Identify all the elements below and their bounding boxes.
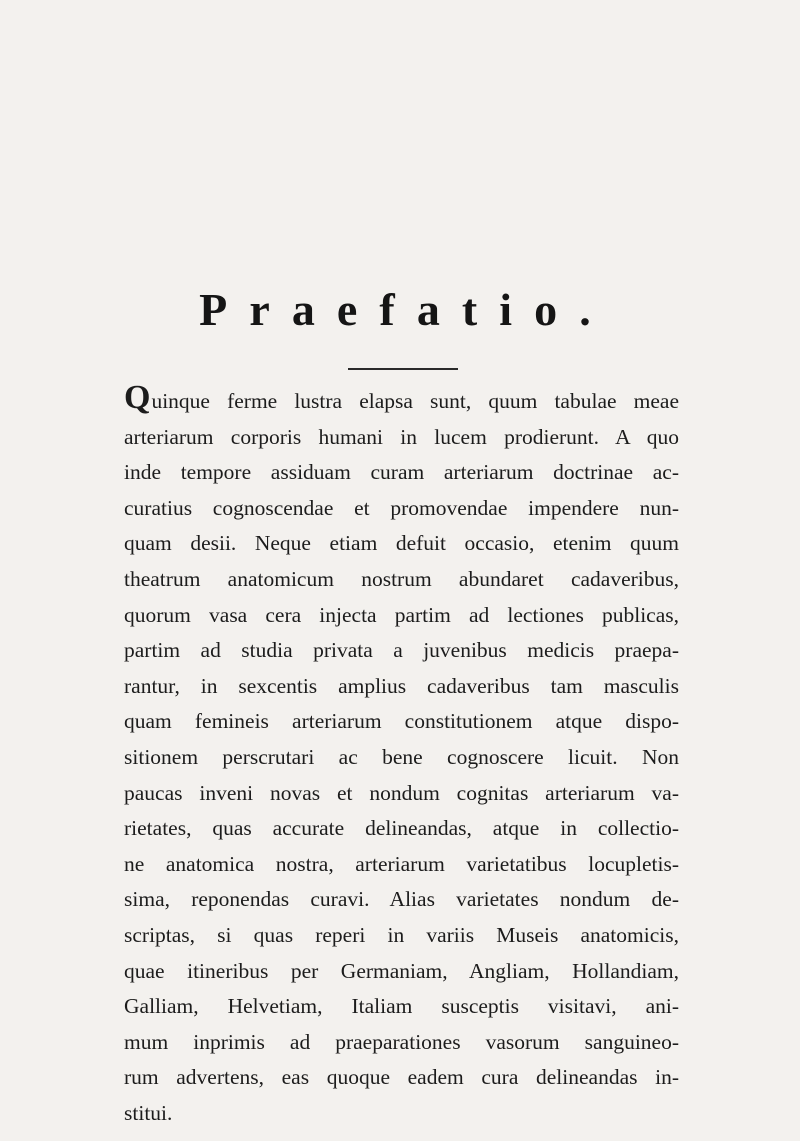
text-line: arteriarum corporis humani in lucem prodierunt. A quo bbox=[124, 424, 679, 449]
text-line: inde tempore assiduam curam arteriarum doctrinae ac- bbox=[124, 460, 679, 485]
text-line: Quinque ferme lustra elapsa sunt, quum tabulae meae bbox=[124, 379, 679, 416]
text-line: sima, reponendas curavi. Alias varietates nondum de- bbox=[124, 887, 679, 912]
text-line: quam desii. Neque etiam defuit occasio, etenim quum bbox=[124, 531, 679, 556]
text-line: scriptas, si quas reperi in variis Museis anatomicis, bbox=[124, 922, 679, 947]
text-line: rantur, in sexcentis amplius cadaveribus tam masculis bbox=[124, 673, 679, 698]
drop-cap: Q bbox=[124, 379, 151, 416]
text-line: Galliam, Helvetiam, Italiam susceptis visitavi, ani- bbox=[124, 994, 679, 1019]
text-line: quorum vasa cera injecta partim ad lectiones publicas, bbox=[124, 602, 679, 627]
text-line: rum advertens, eas quoque eadem cura delineandas in- bbox=[124, 1065, 679, 1090]
text-line: rietates, quas accurate delineandas, atque in collectio- bbox=[124, 816, 679, 841]
text-line: ne anatomica nostra, arteriarum varietatibus locupletis- bbox=[124, 851, 679, 876]
text-line: paucas inveni novas et nondum cognitas arteriarum va- bbox=[124, 780, 679, 805]
text-line: partim ad studia privata a juvenibus medicis praepa- bbox=[124, 638, 679, 663]
title-divider bbox=[348, 368, 458, 370]
text-line: mum inprimis ad praeparationes vasorum sanguineo- bbox=[124, 1029, 679, 1054]
text-line: quae itineribus per Germaniam, Angliam, Hollandiam, bbox=[124, 958, 679, 983]
text-line: stitui. bbox=[124, 1100, 173, 1125]
text-line: curatius cognoscendae et promovendae impendere nun- bbox=[124, 495, 679, 520]
preface-text bbox=[124, 379, 679, 1131]
text-line: quam femineis arteriarum constitutionem atque dispo- bbox=[124, 709, 679, 734]
text-line: theatrum anatomicum nostrum abundaret cadaveribus, bbox=[124, 566, 679, 591]
text-line: sitionem perscrutari ac bene cognoscere licuit. Non bbox=[124, 744, 679, 769]
page-title: Praefatio. bbox=[199, 284, 613, 335]
